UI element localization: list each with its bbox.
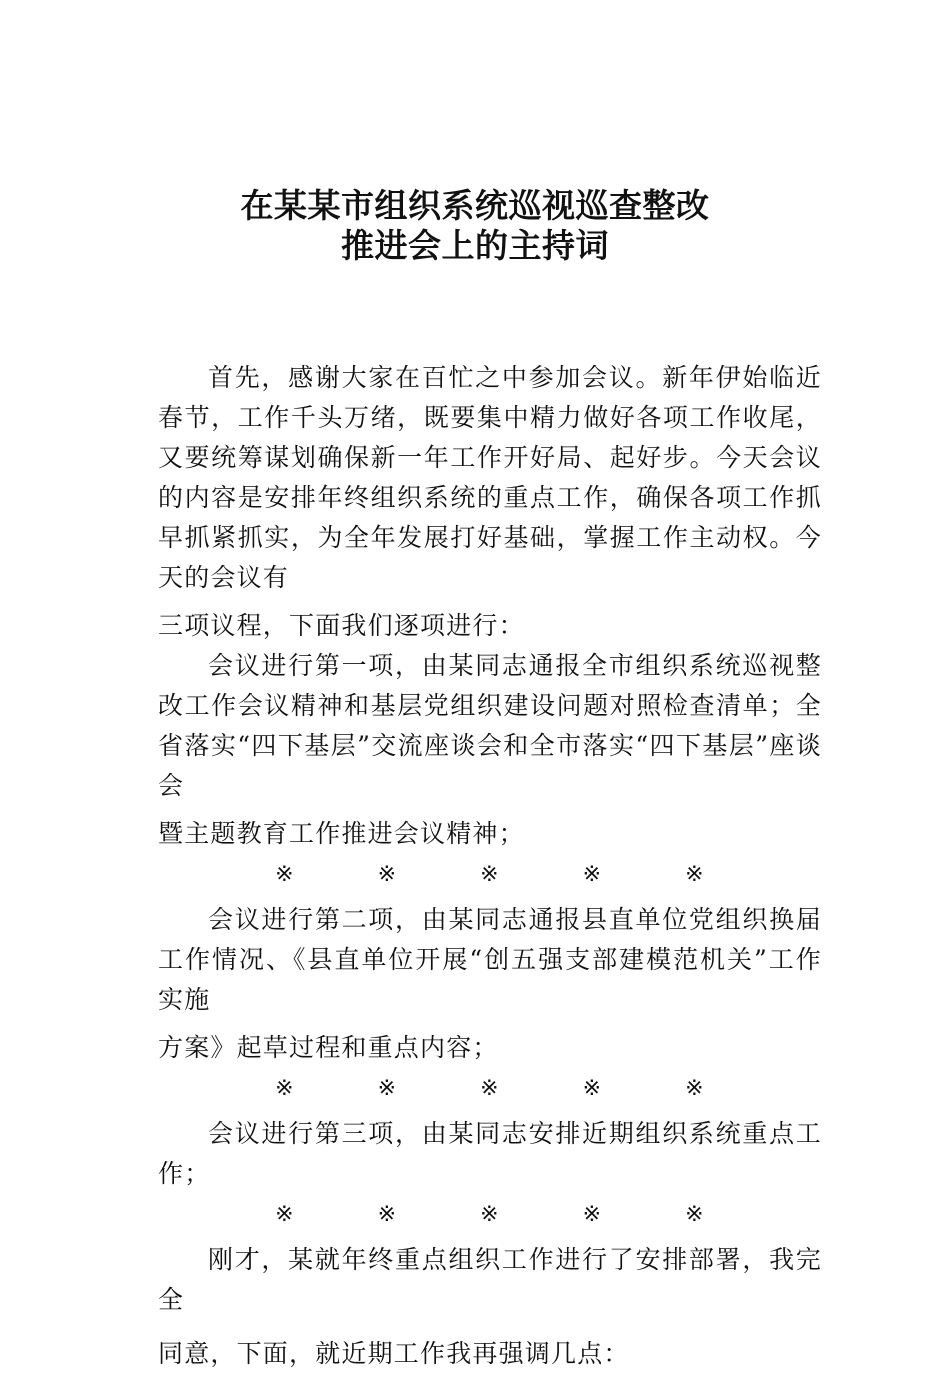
- separator-mark: ※: [377, 1202, 398, 1227]
- separator-mark: ※: [377, 1076, 398, 1101]
- section-separator: [274, 854, 706, 900]
- separator-mark: ※: [582, 1076, 603, 1101]
- paragraph-opening-tail: 三项议程，下面我们逐项进行：: [158, 611, 525, 640]
- paragraph-closing: 刚才，某就年终重点组织工作进行了安排部署，我完全: [158, 1245, 822, 1314]
- section-separator: [274, 1194, 706, 1240]
- document-title: [0, 186, 950, 266]
- separator-mark: ※: [275, 862, 295, 887]
- paragraph-opening: 首先，感谢大家在百忙之中参加会议。新年伊始临近春节，工作千头万绪，既要集中精力做好各项工作收尾，又要统筹谋划确保新一年工作开好局、起好步。今天会议的内容是安排年终组织系统的重点工作，确保各项工作抓早抓紧抓实，为全年发展打好基础，掌握工作主动权。今天的会议有: [158, 363, 822, 592]
- paragraph-item-two: 会议进行第二项，由某同志通报县直单位党组织换届工作情况、《县直单位开展“创五强支部建模范机关”工作实施: [158, 905, 822, 1014]
- separator-mark: ※: [685, 1076, 705, 1101]
- separator-mark: ※: [685, 1202, 705, 1227]
- document-body: [158, 358, 822, 1374]
- paragraph-item-one: 会议进行第一项，由某同志通报全市组织系统巡视整改工作会议精神和基层党组织建设问题对照检查清单；全省落实“四下基层”交流座谈会和全市落实“四下基层”座谈会: [158, 651, 822, 800]
- separator-mark: ※: [582, 862, 603, 887]
- separator-mark: ※: [275, 1076, 295, 1101]
- separator-mark: ※: [275, 1202, 295, 1227]
- separator-mark: ※: [480, 1202, 500, 1227]
- section-separator: [274, 1068, 706, 1114]
- title-line-2: 推进会上的主持词: [341, 226, 609, 265]
- paragraph-closing-tail: 同意，下面，就近期工作我再强调几点：: [158, 1339, 630, 1368]
- title-line-1: 在某某市组织系统巡视巡查整改: [240, 186, 710, 225]
- separator-mark: ※: [685, 862, 705, 887]
- separator-mark: ※: [480, 862, 500, 887]
- separator-mark: ※: [480, 1076, 500, 1101]
- separator-mark: ※: [582, 1202, 603, 1227]
- separator-mark: ※: [377, 862, 398, 887]
- paragraph-item-three: 会议进行第三项，由某同志安排近期组织系统重点工作；: [158, 1119, 822, 1188]
- paragraph-item-two-tail: 方案》起草过程和重点内容；: [158, 1033, 499, 1062]
- paragraph-item-one-tail: 暨主题教育工作推进会议精神；: [158, 819, 525, 848]
